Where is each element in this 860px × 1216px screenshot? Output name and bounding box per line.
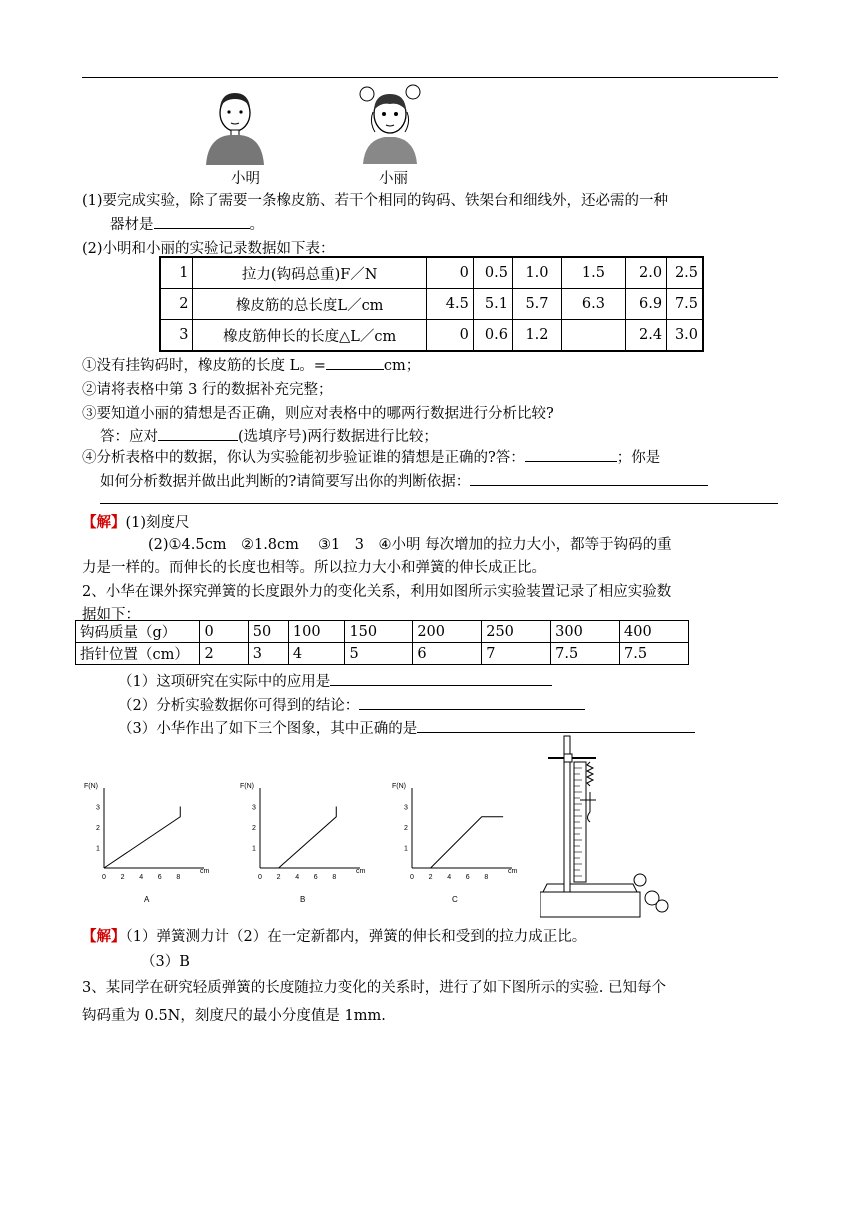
answer-blank: [326, 355, 384, 370]
x-tick-label: 0: [258, 874, 262, 881]
x-tick-label: 0: [102, 874, 106, 881]
top-rule: [82, 77, 778, 78]
girl-figure: [355, 82, 425, 164]
x-tick-label: 4: [139, 874, 144, 881]
answer-blank: [158, 426, 238, 441]
y-tick-label: 3: [252, 804, 256, 812]
q1-s3: ③要知道小丽的猜想是否正确，则应对表格中的哪两行数据进行分析比较?: [82, 406, 554, 422]
q2-solution-1: 【解】（1）弹簧测力计（2）在一定新都内，弹簧的伸长和受到的拉力成正比。: [82, 928, 587, 945]
q2-intro-2: 据如下：: [82, 607, 140, 623]
boy-caption: 小明: [231, 171, 260, 187]
q1-part1b: 器材是 。: [110, 213, 264, 234]
x-tick-label: 6: [313, 874, 318, 881]
x-tick-label: 8: [176, 874, 181, 881]
x-tick-label: 8: [332, 874, 337, 881]
q1-solution-3: 力是一样的。而伸长的长度也相等。所以拉力大小和弹簧的伸长成正比。: [82, 560, 546, 576]
graph-label: B: [300, 895, 306, 904]
y-axis-label: F(N): [84, 783, 98, 790]
q1-s3-answer: 答：应对 (选填序号)两行数据进行比较；: [100, 425, 438, 446]
q1-s4b: 如何分析数据并做出此判断的?请简要写出你的判断依据：: [100, 470, 708, 491]
y-tick-label: 2: [96, 825, 100, 832]
q2-sub1: （1）这项研究在实际中的应用是: [118, 670, 552, 691]
graph-line: [279, 807, 337, 869]
x-tick-label: 6: [157, 874, 162, 881]
q1-solution-1: 【解】(1)刻度尺: [82, 514, 190, 531]
table-row: 1 拉力(钩码总重)F／N 0 0.5 1.0 1.5 2.0 2.5: [160, 257, 703, 289]
answer-blank: [359, 695, 585, 710]
x-tick-label: 4: [447, 874, 452, 881]
x-tick-label: 4: [295, 874, 300, 881]
answer-blank: [330, 671, 552, 686]
q3-line-1: 3、某同学在研究轻质弹簧的长度随拉力变化的关系时，进行了如下图所示的实验. 已知每个: [82, 980, 666, 996]
answer-line: [100, 503, 778, 504]
graph-line: [104, 807, 180, 869]
spring-apparatus-figure: [540, 732, 680, 927]
x-axis-unit: cm: [200, 868, 210, 875]
graph-line: [431, 817, 504, 868]
graph-c: [390, 778, 520, 908]
answer-blank: [525, 447, 617, 462]
x-axis-unit: cm: [508, 868, 518, 875]
y-tick-label: 3: [96, 804, 100, 812]
spring-data-table: [75, 620, 689, 665]
y-axis-label: F(N): [240, 783, 254, 790]
q2-intro-1: 2、小华在课外探究弹簧的长度跟外力的变化关系，利用如图所示实验装置记录了相应实验数: [82, 584, 672, 600]
graph-a: [82, 778, 212, 908]
y-tick-label: 2: [252, 825, 256, 832]
q1-s4: ④分析表格中的数据，你认为实验能初步验证谁的猜想是正确的?答： ；你是: [82, 446, 660, 467]
x-tick-label: 2: [428, 874, 433, 881]
table-row: 指针位置（cm） 2 3 4 5 6 7 7.5 7.5: [76, 643, 689, 665]
q3-line-2: 钩码重为 0.5N，刻度尺的最小分度值是 1mm.: [82, 1008, 386, 1024]
y-tick-label: 3: [404, 804, 408, 812]
q1-solution-2: (2)①4.5cm ②1.8cm ③1 3 ④小明 每次增加的拉力大小，都等于钩码的重: [148, 537, 672, 553]
q1-part2: (2)小明和小丽的实验记录数据如下表：: [82, 241, 335, 257]
rubber-band-data-table: [159, 256, 704, 352]
answer-blank: [154, 214, 250, 229]
table-row: 钩码质量（g） 0 50 100 150 200 250 300 400: [76, 621, 689, 643]
girl-caption: 小丽: [379, 171, 408, 187]
y-tick-label: 1: [404, 845, 408, 853]
table-row: 3 橡皮筋伸长的长度△L／cm 0 0.6 1.2 2.4 3.0: [160, 320, 703, 352]
y-tick-label: 1: [96, 845, 100, 853]
q1-s2: ②请将表格中第 3 行的数据补充完整；: [82, 382, 333, 398]
y-tick-label: 1: [252, 845, 256, 853]
graph-label: C: [452, 895, 458, 904]
answer-blank: [417, 718, 695, 733]
y-tick-label: 2: [404, 825, 408, 832]
x-tick-label: 2: [276, 874, 281, 881]
q1-part1: (1)要完成实验，除了需要一条橡皮筋、若干个相同的钩码、铁架台和细线外，还必需的一种: [82, 193, 669, 209]
x-tick-label: 2: [120, 874, 125, 881]
q2-solution-2: （3）B: [141, 954, 190, 970]
q2-sub3: （3）小华作出了如下三个图象，其中正确的是: [118, 717, 695, 738]
boy-figure: [200, 85, 270, 165]
x-tick-label: 8: [484, 874, 489, 881]
x-tick-label: 0: [410, 874, 414, 881]
graph-b: [238, 778, 368, 908]
y-axis-label: F(N): [392, 783, 406, 790]
graph-label: A: [144, 895, 150, 904]
answer-blank: [470, 471, 708, 486]
q1-s1: ①没有挂钩码时，橡皮筋的长度 L。= cm；: [82, 354, 420, 375]
x-tick-label: 6: [465, 874, 470, 881]
q2-sub2: （2）分析实验数据你可得到的结论：: [118, 694, 585, 715]
x-axis-unit: cm: [356, 868, 366, 875]
table-row: 2 橡皮筋的总长度L／cm 4.5 5.1 5.7 6.3 6.9 7.5: [160, 289, 703, 320]
